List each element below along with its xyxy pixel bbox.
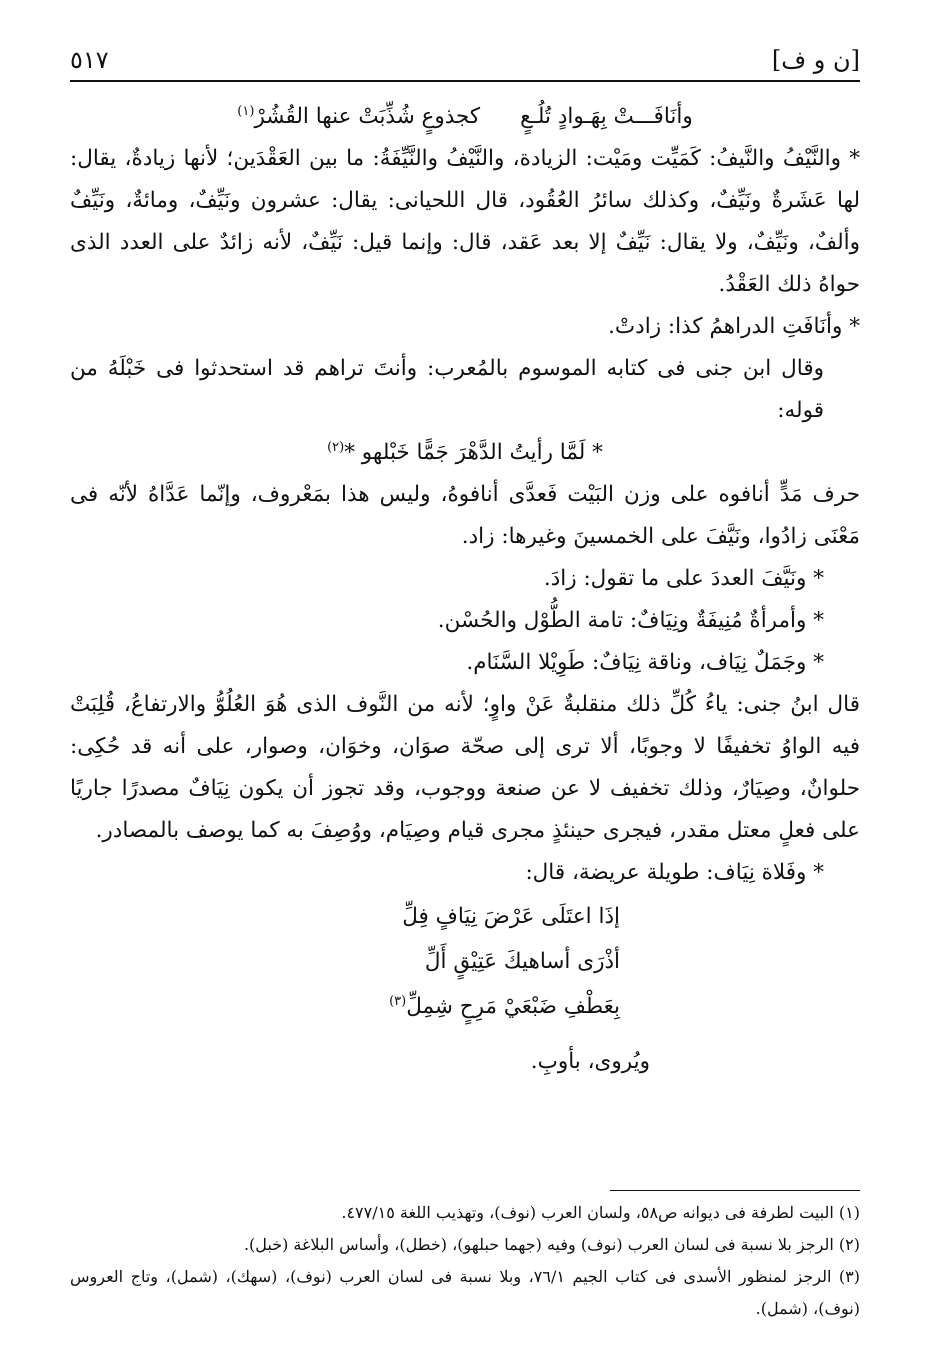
paragraph-ibn-jinni-2: قال ابنُ جنى: ياءُ كُلِّ ذلك منقلبةٌ عَنْ واوٍ؛ لأنه من النَّوف الذى هُوَ العُلُوُّ والارتفاعُ، قُلِبَتْ فيه الواوُ تخفيفًا لا وجوبًا، ألا ترى إلى صحّة صوَان، وخوَان، وصوار، على أنه قد حُكِى: حلوانٌ، وصِيَارٌ، وذلك تخفيف لا عن صنعة ووجوب، وقد تجوز أن يكون نِيَافٌ مصدرًا جاريًا على فعلٍ معتل مقدر، فيجرى حينئذٍ مجرى قيام وصِيَام، ووُصِفَ به كما يوصف بالمصادر. xyxy=(70,692,860,843)
footnote-1: (١) البيت لطرفة فى ديوانه ص٥٨، ولسان العرب (نوف)، وتهذيب اللغة ٤٧٧/١٥. xyxy=(341,1203,860,1222)
footnote-2: (٢) الرجز بلا نسبة فى لسان العرب (نوف) وفيه (جهما حبلهو)، (خطل)، وأساس البلاغة (خبل). xyxy=(243,1235,860,1254)
paragraph-munifa: * وأمرأةٌ مُنِيفَةٌ ونِيَافٌ: تامة الطُّوْل والحُسْن. xyxy=(437,608,824,633)
paragraph-jamal: * وجَمَلٌ نِيَاف، وناقة نِيَافٌ: طَوِيْلا السَّنَام. xyxy=(466,650,824,675)
section-heading: [ن و ف] xyxy=(771,46,860,74)
verse-first-half: وأنَافَـــتْ بِهَـوادٍ تُلُـعٍ xyxy=(520,104,693,129)
paragraph-ibn-jinni-1: وقال ابن جنى فى كتابه الموسوم بالمُعرب: وأنتَ تراهم قد استحدثوا فى خَبْلَهُ من قوله: xyxy=(70,356,824,423)
footnote-rule xyxy=(610,1190,860,1191)
page-header xyxy=(70,40,860,82)
page-number: ٥١٧ xyxy=(70,46,109,74)
main-text xyxy=(70,96,860,1083)
footnote-ref-2: (٢) xyxy=(327,439,345,455)
footnote-ref-3: (٣) xyxy=(389,993,407,1009)
paragraph-anafat: * وأنَافَتِ الدراهمُ كذا: زادتْ. xyxy=(608,314,860,339)
quote-text: * لَمَّا رأيتُ الدَّهْرَ جَمًّا خَبْلهو * xyxy=(344,440,603,465)
page xyxy=(70,40,860,1340)
opening-verse xyxy=(70,96,860,138)
paragraph-harf-madd: حرف مَدٍّ أنافوه على وزن البَيْت فَعدَّى أنافوهُ، وليس هذا بمَعْروف، وإنّما عَدَّاهُ لأنّه فى مَعْنَى زادُوا، ونَيَّفَ على الخمسينَ وغيرها: زاد. xyxy=(70,482,860,549)
closing-line: ويُروى، بأوبِ. xyxy=(530,1049,650,1074)
verse-second-half xyxy=(237,96,480,138)
poem xyxy=(70,894,860,1029)
poem-line-2: أذْرَى أساهيكَ عَتِيْقٍ أَلِّ xyxy=(424,949,620,974)
footnote-ref-1: (١) xyxy=(237,103,255,119)
paragraph-nayyafa: * ونَيَّفَ العددَ على ما تقول: زادَ. xyxy=(543,566,824,591)
spacer xyxy=(70,1029,860,1041)
footnotes xyxy=(70,1190,860,1325)
footnote-3: (٣) الرجز لمنظور الأسدى فى كتاب الجيم ٧٦/١، وبلا نسبة فى لسان العرب (نوف)، (سهك)، (شمل)، وتاج العروس (نوف)، (شمل). xyxy=(70,1267,860,1318)
poem-line-1: إذَا اعتَلَى عَرْضَ نِيَافٍ فِلِّ xyxy=(402,904,620,929)
poem-line-3-text: بِعَطْفِ ضَبْعَيْ مَرِحٍ شِمِلِّ xyxy=(406,994,620,1019)
paragraph-falat: * وفَلاة نِيَاف: طويلة عريضة، قال: xyxy=(525,860,824,885)
verse-second-half-text: كجذوعٍ شُذِّبَتْ عنها القُشُرْ xyxy=(254,104,481,129)
poem-line-3 xyxy=(70,984,620,1029)
header-rule xyxy=(70,80,860,82)
paragraph-nayf: * والنَّيْفُ والنَّيفُ: كَمَيِّت ومَيْت: الزيادة، والنَّيْفُ والنَّيِّفَةُ: ما بين العَقْدَين؛ لأنها زيادةٌ، يقال: لها عَشَرةٌ ونَيِّفٌ، وكذلك سائرُ العُقُود، قال اللحيانى: يقال: عشرون ونَيِّفٌ، ومائةٌ، ونَيِّفٌ وألفٌ، ونَيِّفٌ، ولا يقال: نَيِّفٌ إلا بعد عَقد، قال: وإنما قيل: نَيِّفٌ، لأنه زائدٌ على العدد الذى حواهُ ذلك العَقْدُ. xyxy=(70,146,860,297)
quote-line xyxy=(70,432,860,474)
